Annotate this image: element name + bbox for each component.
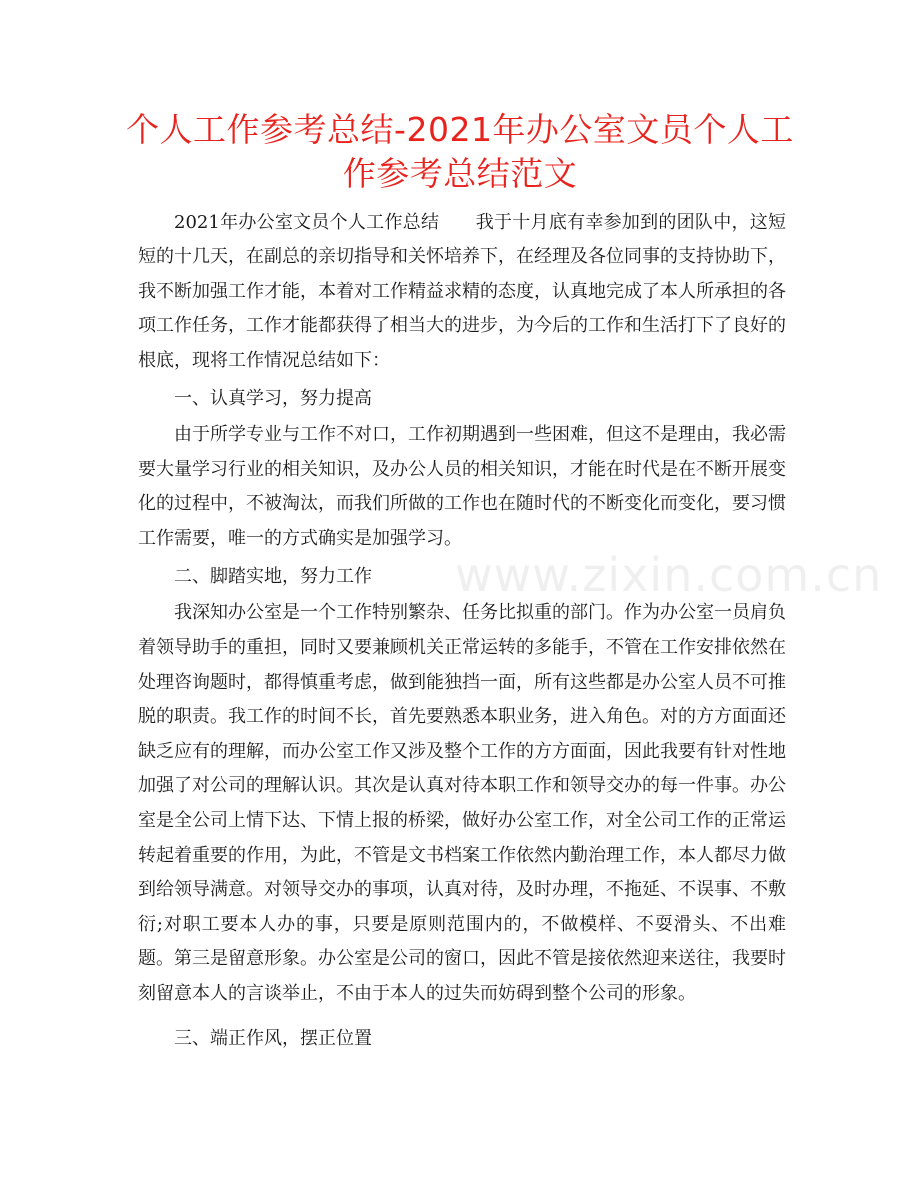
- section-3-heading: 三、端正作风，摆正位置: [174, 1027, 372, 1049]
- document-title: 个人工作参考总结-2021年办公室文员个人工作参考总结范文: [126, 110, 794, 193]
- section-1-paragraph: 由于所学专业与工作不对口，工作初期遇到一些困难，但这不是理由，我必需要大量学习行业的相关知识，及办公人员的相关知识，才能在时代是在不断开展变化的过程中，不被淘汰，而我们所做的工作也在随时代的不断变化而变化，要习惯工作需要，唯一的方式确实是加强学习。: [138, 424, 786, 549]
- intro-paragraph: 2021年办公室文员个人工作总结 我于十月底有幸参加到的团队中，这短短的十几天，在副总的亲切指导和关怀培养下，在经理及各位同事的支持协助下，我不断加强工作才能，本着对工作精益求精的态度，认真地完成了本人所承担的各项工作任务，工作才能都获得了相当大的进步，为今后的工作和生活打下了良好的根底，现将工作情况总结如下：: [138, 212, 786, 371]
- watermark: www.zixin.com.cn: [455, 548, 883, 602]
- section-2-paragraph: 我深知办公室是一个工作特别繁杂、任务比拟重的部门。作为办公室一员肩负着领导助手的重担，同时又要兼顾机关正常运转的多能手，不管在工作安排依然在处理咨询题时，都得慎重考虑，做到能独挡一面，所有这些都是办公室人员不可推脱的职责。我工作的时间不长，首先要熟悉本职业务，进入角色。对的方方面面还缺乏应有的理解，而办公室工作又涉及整个工作的方方面面，因此我要有针对性地加强了对公司的理解认识。其次是认真对待本职工作和领导交办的每一件事。办公室是全公司上情下达、下情上报的桥梁，做好办公室工作，对全公司工作的正常运转起着重要的作用，为此，不管是文书档案工作依然内勤治理工作，本人都尽力做到给领导满意。对领导交办的事项，认真对待，及时办理，不拖延、不误事、不敷衍;对职工要本人办的事，只要是原则范围内的，不做模样、不耍滑头、不出难题。第三是留意形象。办公室是公司的窗口，因此不管是接依然迎来送往，我要时刻留意本人的言谈举止，不由于本人的过失而妨碍到整个公司的形象。: [138, 602, 786, 1004]
- section-2-heading: 二、脚踏实地，努力工作: [174, 566, 372, 588]
- document-body: [138, 206, 786, 1058]
- section-1-heading: 一、认真学习，努力提高: [174, 388, 372, 410]
